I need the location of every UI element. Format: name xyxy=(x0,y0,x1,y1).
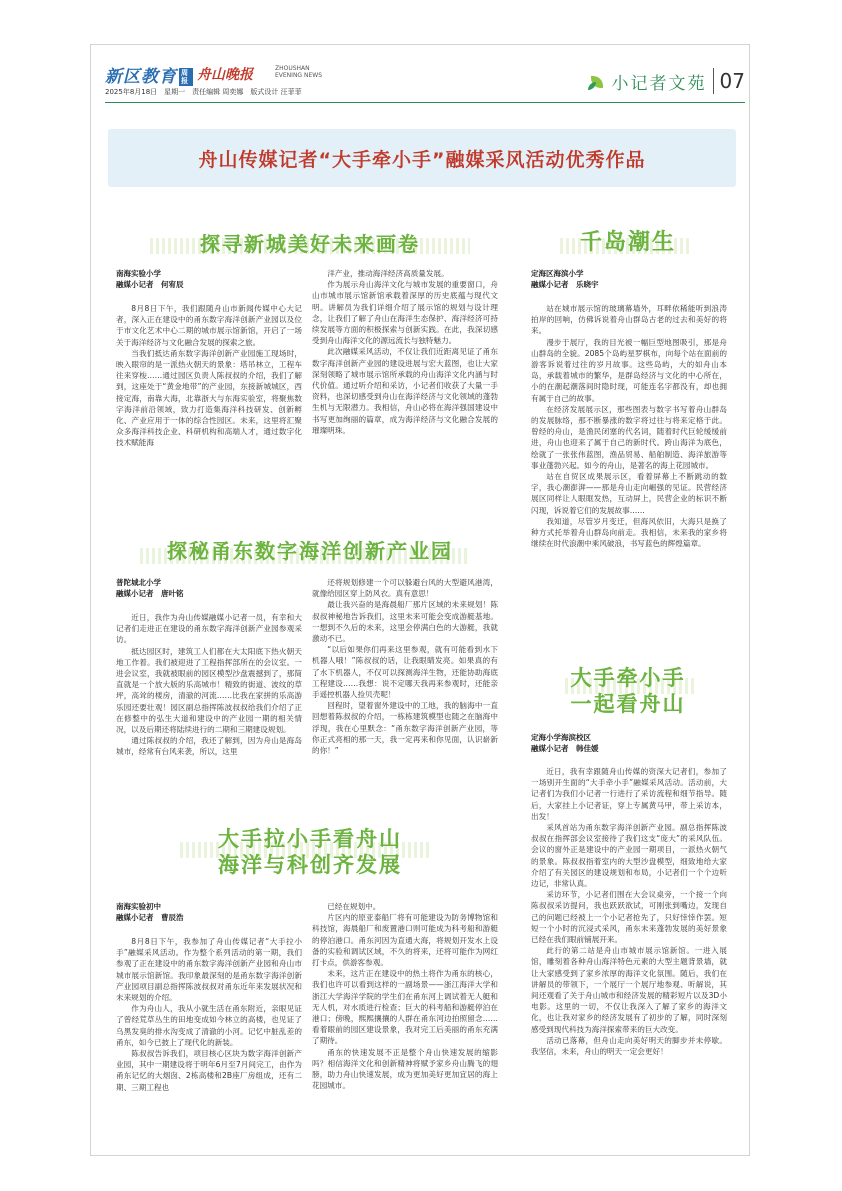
article-title-line: 大手拉小手看舟山 xyxy=(218,827,402,851)
page-number: 07 xyxy=(719,69,745,93)
school-name: 定海区海滨小学 xyxy=(531,269,584,278)
article-column xyxy=(312,577,498,756)
author-name: 融媒小记者 韩佳媛 xyxy=(531,744,599,753)
article-paragraph: 作为展示舟山海洋文化与城市发展的重要窗口，舟山市城市展示馆新馆承载着深厚的历史底蕴与现代文明。讲解员为我们详细介绍了展示馆的规划与设计理念，让我们了解了舟山在海洋生态保护、海洋经济可持续发展等方面的积极探索与创新实践。在此，我深切感受到舟山海洋文化的源远流长与独特魅力。 xyxy=(312,280,498,346)
masthead xyxy=(105,62,745,100)
article-paragraph: 近日，我有幸跟随舟山传媒的资深大记者们，参加了一场别开生面的“大手牵小手”融媒采风活动。活动前，大记者们为我们小记者一行进行了采访流程和细节指导。随后，大家挂上小记者证，穿上专属黄马甲，带上采访本，出发！ xyxy=(531,767,727,821)
article-paragraph: 未来，这片正在建设中的热土将作为甬东的核心，我们也许可以看到这样的一副场景——浙江海洋大学和浙江大学海洋学院的学生们在甬东河上调试着无人艇和无人机，对水质进行检查；巨大的科考船和游艇停泊在港口；傍晚，熙熙攘攘的人群在甬东河边拍照留念……看着眼前的园区建设景象，我对完工后美丽的甬东充满了期待。 xyxy=(312,969,498,1046)
masthead-rule xyxy=(105,102,745,103)
dateline: 2025年8月18日 星期一 责任编辑 周奕娜 版式设计 汪菲菲 xyxy=(105,88,302,96)
article-byline xyxy=(116,577,184,599)
article-paragraph: 漫步于展厅，我的目光被一幅巨型地图吸引，那是舟山群岛的全貌。2085个岛屿星罗棋布，向每个站在面前的游客诉说着过往的岁月故事。这些岛屿，大的如舟山本岛，承载着城市的繁华，是群岛经济与文化的中心所在，小的在潮起潮落间时隐时现，可能连名字都没有，却也拥有属于自己的故事。 xyxy=(531,337,727,403)
section-header xyxy=(587,62,745,100)
article-column xyxy=(531,766,727,1057)
page-banner xyxy=(108,129,736,187)
article-paragraph: 最让我兴奋的是海晨船厂那片区域的未来规划！陈叔叔神秘地告诉我们，这里未来可能会变成游艇基地。一想到不久后的未来，这里会停满白色的大游艇，我就激动不已。 xyxy=(312,600,498,644)
brand-tag: 周报 xyxy=(179,68,193,86)
leaf-icon xyxy=(587,70,609,92)
author-name: 融媒小记者 乐晓宇 xyxy=(531,280,599,289)
article-paragraph: “以后如果你们再来这里参观，就有可能看到水下机器人哦！”陈叔叔的话，让我眼睛发亮。如果真的有了水下机器人，不仅可以探测海洋生物，还能协助海底工程建设……我想：说不定哪天我再来参观时，还能亲手遥控机器人捡贝壳呢！ xyxy=(312,645,498,700)
article-column xyxy=(116,936,302,1093)
article-paragraph: 站在城市展示馆的玻璃幕墙外，耳畔依稀能听到浪涛拍岸的回响，仿佛诉说着舟山群岛古老的过去和美好的将来。 xyxy=(531,304,727,336)
article-paragraph: 此次融媒采风活动，不仅让我们近距离见证了甬东数字海洋创新产业园的建设进展与宏大蓝图，也让大家深刻领略了城市展示馆所承载的舟山海洋文化内涵与时代价值。通过听介绍和采访，小记者们收获了大量一手资料，也深切感受到舟山在海洋经济与文化领域的蓬勃生机与无限潜力。我相信，舟山必将在海洋强国建设中书写更加绚丽的篇章，成为海洋经济与文化融合发展的璀璨明珠。 xyxy=(312,347,498,435)
article-byline xyxy=(531,732,599,754)
article-paragraph: 在经济发展展示区，那些图表与数字书写着舟山群岛的发展脉络，那不断暴涨的数字将过往与将来定格于此。曾经的舟山，是渔民闭塞的代名词，随着时代巨轮缓缓前进，舟山也迎来了属于自己的新时代。跨山海洋为底色，绘就了一张张伟蓝图，渔品贸易、船舶制造、海洋旅游等事业蓬勃兴起。如今的舟山，是著名的海上花园城市。 xyxy=(531,404,727,470)
article-title: 千岛潮生 xyxy=(579,230,676,255)
article-title xyxy=(110,826,510,878)
newspaper-english-name: ZHOUSHAN EVENING NEWS xyxy=(275,65,323,79)
page-title: 舟山传媒记者“大手牵小手”融媒采风活动优秀作品 xyxy=(198,148,646,171)
article-paragraph: 洋产业，推动海洋经济高质量发展。 xyxy=(327,269,449,278)
article-column xyxy=(531,303,727,549)
article-title: 探寻新城美好未来画卷 xyxy=(200,232,420,256)
article-paragraph: 片区内的原亚泰船厂将有可能建设为防务博物馆和科技馆，海晨船厂和废置港口则可能成为科考船和游艇的停泊港口。甬东河因为直通大海，将规划开发水上设备的实验和调试区域，不久的将来，还将可能作为网红打卡点，供游客参观。 xyxy=(312,913,498,968)
author-name: 融媒小记者 何宥辰 xyxy=(116,280,184,289)
article-byline xyxy=(116,901,184,923)
article-title-line: 大手牵小手 xyxy=(570,666,686,690)
brand-logo: 新区教育 周报 xyxy=(105,62,193,87)
article-column xyxy=(116,612,302,758)
article-paragraph: 8月8日下午，我们跟随舟山市新闻传媒中心大记者，深入正在建设中的甬东数字海洋创新产业园以及位于市文化艺术中心二期的城市展示馆新馆，开启了一场关于海洋经济与文化融合发展的探索之旅。 xyxy=(116,304,302,347)
article-byline xyxy=(531,268,599,290)
school-name: 普陀城北小学 xyxy=(116,578,161,587)
article-title-line: 海洋与科创齐发展 xyxy=(218,853,402,877)
article-paragraph: 陈叔叔告诉我们，项目核心区块为数字海洋创新产业园，其中一期建设将于明年6月至7月间完工，由作为甬东记忆的大烟囱、2栋高楼和2B座厂房组成，还有二期、三期工程也 xyxy=(116,1049,302,1092)
author-name: 融媒小记者 唐叶铭 xyxy=(116,589,184,598)
article-paragraph: 近日，我作为舟山传媒融媒小记者一员，有幸和大记者们走进正在建设的甬东数字海洋创新产业园参观采访。 xyxy=(116,613,302,645)
article-paragraph: 作为舟山人，我从小就生活在甬东附近，亲眼见证了曾经荒草丛生的田地变成如今林立的高楼，也见证了乌黑发臭的排水沟变成了清澈的小河。记忆中脏乱差的甬东，如今已披上了现代化的新装。 xyxy=(116,1004,302,1047)
article-paragraph: 甬东的快速发展不正是整个舟山快速发展的缩影吗？相信海洋文化和创新精神将赋予家乡舟山腾飞的翅膀，助力舟山快速发展，成为更加美好更加宜居的海上花园城市。 xyxy=(312,1047,498,1091)
divider xyxy=(713,68,714,94)
school-name: 南海实验小学 xyxy=(116,269,161,278)
article-byline xyxy=(116,268,184,290)
article-paragraph: 我知道，尽管岁月变迁，但海风依旧，大海只是换了种方式托举着舟山群岛向前走。我相信，未来我的家乡将继续在时代浪潮中乘风破浪，书写蓝色的辉煌篇章。 xyxy=(531,516,727,549)
article-title-line: 一起看舟山 xyxy=(570,692,686,716)
article-paragraph: 抵达园区时，建筑工人们都在大太阳底下热火朝天地工作着。我们被迎进了工程指挥部所在的会议室。一进会议室，我就被眼前的园区模型沙盘震撼到了，那简直就是一个放大版的乐高城市！精致的街道、波纹的草坪，高耸的楼房，清澈的河流……比我在家拼的乐高游乐园还要壮观！园区副总指挥陈波叔叔给我们介绍了正在修整中的弘生大道和建设中的产业园一期的相关情况，以及后期还将陆续进行的二期和三期建设规划。 xyxy=(116,646,302,735)
section-name: 小记者文苑 xyxy=(611,73,707,94)
article-paragraph: 站在自贸区成果展示区，看着屏幕上不断跳动的数字，我心潮澎湃——那是舟山走向崛强的见证。民营经济展区同样让人眼眶发热，互动屏上，民营企业的标识不断闪现，诉说着它们的发展故事…… xyxy=(531,472,727,515)
article-column xyxy=(116,303,302,449)
article-paragraph: 采访环节，小记者们围在大会议桌旁，一个接一个向陈叔叔采访提问，我也跃跃欲试，可刚张到嘴边，发现自己的问题已经被上一个小记者抢先了，只好悻悻作罢。短短一个小时的沉浸式采风，甬东未来蓬勃发展的美好景象已经在我们眼前铺展开来。 xyxy=(531,890,727,945)
article-paragraph: 当我们抵达甬东数字海洋创新产业园施工现场时，映入眼帘的是一派热火朝天的景象：塔吊林立，工程车往来穿梭……通过园区负责人陈叔叔的介绍，我们了解到，这座处于“黄金地带”的产业园，东接新城城区，西接定海，南靠大海，北靠浙大与东海实验室，将聚焦数字海洋前沿领域，致力打造集海洋科技研发、创新孵化、产业应用于一体的综合性园区。未来，这里将汇聚众多海洋科技企业、科研机构和高端人才，通过数字化技术赋能海 xyxy=(116,348,302,448)
article-paragraph: 已经在规划中。 xyxy=(327,902,381,911)
article-paragraph: 回程时，望着窗外建设中的工地，我的脑海中一直回想着陈叔叔的介绍，一栋栋建筑模型也随之在脑海中浮现，我在心里默念：“甬东数字海洋创新产业园，等你正式亮相的那一天，我一定再来和你见面，认识崭新的你！” xyxy=(312,701,498,756)
article-title xyxy=(528,665,728,717)
newspaper-logo: 舟山晚报 xyxy=(197,67,253,83)
article-paragraph: 还将规划修建一个可以躲避台风的大型避风港湾，就像给园区穿上防风衣。真有意思！ xyxy=(312,578,498,599)
article-paragraph: 活动已落幕，但舟山走向美好明天的脚步并未停歇。我坚信，未来，舟山的明天一定会更好！ xyxy=(531,1035,727,1057)
article-paragraph: 8月8日下午，我参加了舟山传媒记者“大手拉小手”融媒采风活动。作为整个系列活动的第一期，我们参观了正在建设中的甬东数字海洋创新产业园和舟山市城市展示馆新馆。我印象最深刻的是甬东数字海洋创新产业园项目副总指挥陈波叔叔对甬东近年来发展状况和未来规划的介绍。 xyxy=(116,937,302,1003)
article-column xyxy=(312,901,498,1091)
article-paragraph: 采风首站为甬东数字海洋创新产业园。副总指挥陈波叔叔在指挥部会议室接待了我们这支“庞大”的采风队伍。会议的窗外正是建设中的产业园一期项目，一派热火朝气的景象。陈叔叔指着室内的大型沙盘模型，细致地给大家介绍了有关园区的建设规划和布局，小记者们一个个边听边记，非常认真。 xyxy=(531,823,727,889)
article-paragraph: 此行的第二站是舟山市城市展示馆新馆。一进入展馆，雕刻着各种舟山海洋特色元素的大型主题背景墙，就让大家感受到了家乡浓厚的海洋文化氛围。随后，我们在讲解员的带领下，一个展厅一个展厅地参观、听解说，其间还观看了关于舟山城市和经济发展的精彩短片以及3D小电影。这里的一切，不仅让我深入了解了家乡的海洋文化，也让我对家乡的经济发展有了初步的了解，同时深刻感受到现代科技为海洋探索带来的巨大改变。 xyxy=(531,946,727,1034)
article-column xyxy=(312,268,498,436)
school-name: 定海小学海滨校区 xyxy=(531,733,591,742)
author-name: 融媒小记者 曹辰浩 xyxy=(116,913,184,922)
article-paragraph: 通过陈叔叔的介绍，我还了解到，因为舟山是海岛城市，经常有台风来袭，所以，这里 xyxy=(116,736,302,757)
article-title: 探秘甬东数字海洋创新产业园 xyxy=(167,539,453,563)
school-name: 南海实验初中 xyxy=(116,902,161,911)
